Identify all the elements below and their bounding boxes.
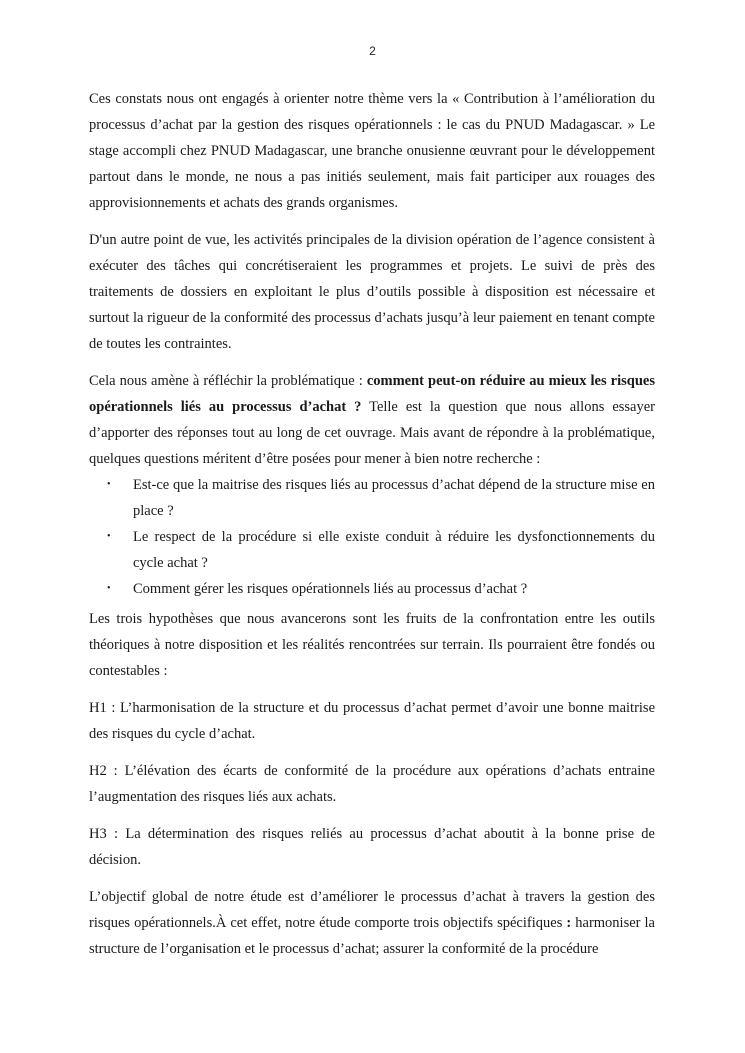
bullet-icon: • (107, 531, 111, 542)
objectives-follow: harmoniser la structure de l’organisation et le processus d’achat; assurer la conformité de la procédure (89, 915, 655, 957)
objectives-lead: L’objectif global de notre étude est d’améliorer le processus d’achat à travers la gestion des risques opérationnels.À cet effet, notre étude comporte trois objectifs spécifiques (89, 889, 655, 931)
list-item (107, 472, 655, 524)
page-number: 2 (369, 44, 376, 58)
objectives-colon: : (566, 915, 572, 931)
bullet-icon: • (107, 583, 111, 594)
list-item-text: Comment gérer les risques opérationnels liés au processus d’achat ? (133, 581, 528, 597)
list-item (107, 576, 655, 602)
paragraph-problematique (89, 368, 655, 472)
list-item (107, 524, 655, 576)
document-body (89, 86, 655, 973)
paragraph-hypotheses-intro: Les trois hypothèses que nous avancerons sont les fruits de la confrontation entre les outils théoriques à notre disposition et les réalités rencontrées sur terrain. Ils pourraient être fondés ou contestables : (89, 611, 655, 679)
hypothesis-h2: H2 : L’élévation des écarts de conformité de la procédure aux opérations d’achats entraine l’augmentation des risques liés aux achats. (89, 763, 655, 805)
hypothesis-h1: H1 : L’harmonisation de la structure et du processus d’achat permet d’avoir une bonne maitrise des risques du cycle d’achat. (89, 700, 655, 742)
problematique-follow: Telle est la question que nous allons essayer d’apporter des réponses tout au long de cet ouvrage. Mais avant de répondre à la problématique, quelques questions méritent d’être posées pour mener à bien notre recherche : (89, 399, 655, 467)
list-item-text: Est-ce que la maitrise des risques liés au processus d’achat dépend de la structure mise en place ? (133, 477, 655, 519)
problematique-question: comment peut-on réduire au mieux les risques opérationnels liés au processus d’achat ? (89, 373, 655, 415)
problematique-lead: Cela nous amène à réfléchir la problématique : (89, 373, 367, 389)
hypothesis-h3: H3 : La détermination des risques reliés au processus d’achat aboutit à la bonne prise de décision. (89, 826, 655, 868)
list-item-text: Le respect de la procédure si elle existe conduit à réduire les dysfonctionnements du cycle achat ? (133, 529, 655, 571)
paragraph-intro: Ces constats nous ont engagés à orienter notre thème vers la « Contribution à l’amélioration du processus d’achat par la gestion des risques opérationnels : le cas du PNUD Madagascar. » Le stage accompli chez PNUD Madagascar, une branche onusienne œuvrant pour le développement partout dans le monde, ne nous a pas initiés seulement, mais fait participer aux rouages des approvisionnements et achats des grands organismes. (89, 91, 655, 211)
paragraph-objectives (89, 884, 655, 962)
paragraph-activities: D'un autre point de vue, les activités principales de la division opération de l’agence consistent à exécuter des tâches qui concrétiseraient les programmes et projets. Le suivi de près des traitements de dossiers en exploitant le plus d’outils possible à disposition est nécessaire et surtout la rigueur de la conformité des processus d’achats jusqu’à leur paiement en tenant compte de toutes les contraintes. (89, 232, 655, 352)
bullet-icon: • (107, 479, 111, 490)
research-questions-list (89, 472, 655, 602)
